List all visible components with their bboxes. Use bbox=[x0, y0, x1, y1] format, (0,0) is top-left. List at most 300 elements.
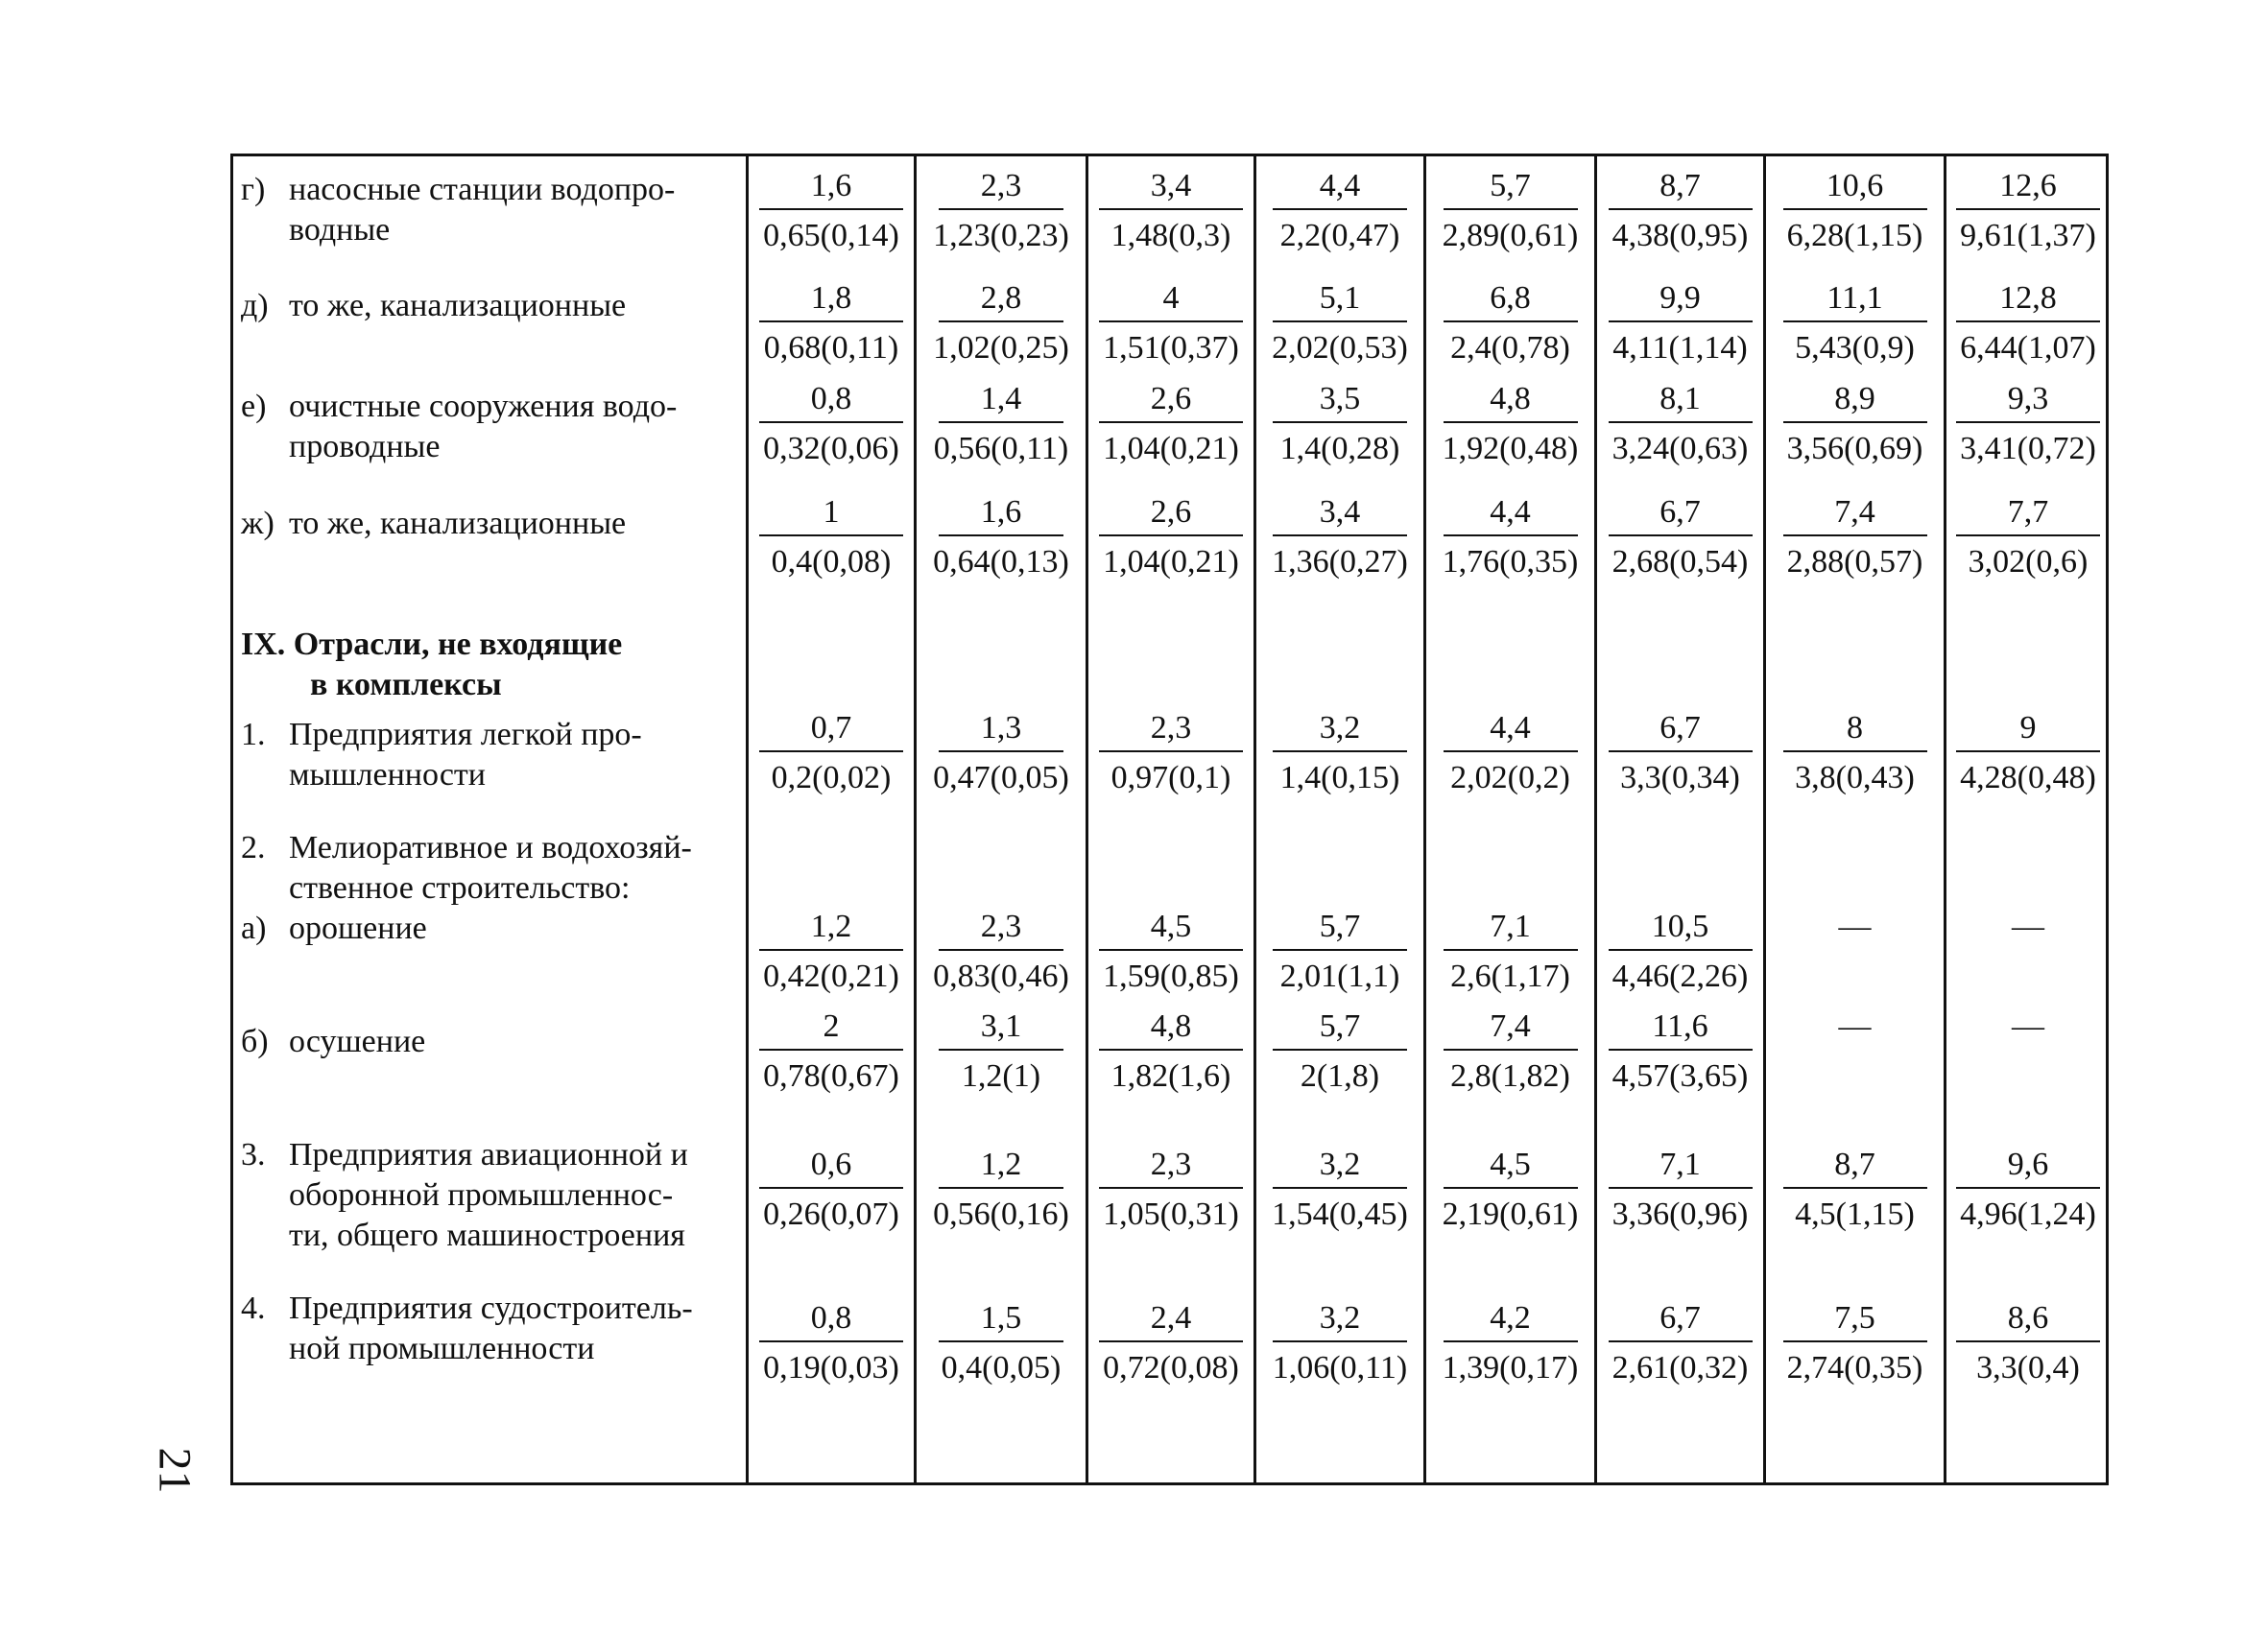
numerator: 1,5 bbox=[980, 1300, 1022, 1336]
fraction-bar bbox=[1783, 208, 1927, 210]
fraction-bar bbox=[1783, 534, 1927, 536]
denominator: 1,06(0,11) bbox=[1272, 1350, 1408, 1386]
denominator: 2,8(1,82) bbox=[1450, 1058, 1570, 1094]
denominator: 6,28(1,15) bbox=[1786, 218, 1923, 253]
denominator: 1,92(0,48) bbox=[1442, 431, 1579, 466]
fraction-bar bbox=[1609, 1340, 1753, 1342]
denominator: 0,47(0,05) bbox=[933, 760, 1069, 795]
numerator: 7,4 bbox=[1490, 1008, 1531, 1044]
value-cell bbox=[1946, 1145, 2110, 1235]
data-table bbox=[230, 154, 2109, 1485]
label-line: Предприятия легкой про- bbox=[289, 717, 642, 752]
fraction-bar bbox=[939, 421, 1063, 423]
value-cell bbox=[1256, 492, 1423, 582]
value-cell bbox=[1766, 379, 1944, 469]
numerator: 4,4 bbox=[1490, 494, 1531, 530]
fraction-bar bbox=[1273, 421, 1407, 423]
value-cell bbox=[1426, 1007, 1594, 1097]
denominator: 1,05(0,31) bbox=[1103, 1197, 1239, 1232]
fraction-bar bbox=[1099, 534, 1243, 536]
fraction-bar bbox=[1444, 534, 1578, 536]
value-cell bbox=[1766, 1145, 1944, 1235]
denominator: 0,68(0,11) bbox=[763, 330, 899, 366]
value-cell bbox=[1946, 379, 2110, 469]
value-cell bbox=[1946, 278, 2110, 368]
value-cell bbox=[1256, 708, 1423, 798]
fraction-bar bbox=[1956, 421, 2100, 423]
numerator: 9 bbox=[2019, 710, 2037, 746]
denominator: 5,43(0,9) bbox=[1795, 330, 1915, 366]
fraction-bar bbox=[939, 208, 1063, 210]
numerator: 1,6 bbox=[810, 168, 852, 203]
numerator: 1,6 bbox=[980, 494, 1022, 530]
label-line: мышленности bbox=[289, 757, 486, 793]
numerator: 5,7 bbox=[1490, 168, 1531, 203]
numerator: 0,8 bbox=[810, 381, 852, 416]
denominator: 0,4(0,08) bbox=[771, 544, 892, 580]
denominator: 3,24(0,63) bbox=[1611, 431, 1749, 466]
fraction-bar bbox=[1783, 320, 1927, 322]
numerator: 3,1 bbox=[980, 1008, 1022, 1044]
fraction-bar bbox=[1444, 1187, 1578, 1189]
fraction-bar bbox=[1444, 1049, 1578, 1051]
numerator: 0,7 bbox=[810, 710, 852, 746]
denominator: 1,76(0,35) bbox=[1442, 544, 1579, 580]
fraction-bar bbox=[759, 1340, 903, 1342]
value-cell bbox=[1088, 278, 1253, 368]
denominator: 9,61(1,37) bbox=[1960, 218, 2096, 253]
value-cell bbox=[917, 1007, 1086, 1097]
denominator: 0,56(0,16) bbox=[933, 1197, 1069, 1232]
row-marker: 3. bbox=[241, 1137, 266, 1173]
empty-dash: — bbox=[2012, 909, 2044, 944]
fraction-bar bbox=[759, 1049, 903, 1051]
label-line: ти, общего машиностроения bbox=[289, 1218, 685, 1253]
fraction-bar bbox=[1273, 1049, 1407, 1051]
value-cell bbox=[749, 1007, 914, 1097]
denominator: 1,82(1,6) bbox=[1110, 1058, 1231, 1094]
fraction-bar bbox=[1956, 1340, 2100, 1342]
numerator: 4,4 bbox=[1319, 168, 1361, 203]
numerator: 9,6 bbox=[2007, 1147, 2049, 1182]
denominator: 1,48(0,3) bbox=[1110, 218, 1231, 253]
fraction-bar bbox=[1956, 320, 2100, 322]
numerator: 3,2 bbox=[1319, 1147, 1361, 1182]
value-cell bbox=[1766, 1298, 1944, 1388]
value-cell bbox=[1088, 166, 1253, 256]
numerator: 5,1 bbox=[1319, 280, 1361, 316]
denominator: 4,46(2,26) bbox=[1611, 959, 1749, 994]
label-line: оборонной промышленнос- bbox=[289, 1177, 674, 1213]
fraction-bar bbox=[1609, 534, 1753, 536]
denominator: 6,44(1,07) bbox=[1960, 330, 2096, 366]
value-cell bbox=[1946, 708, 2110, 798]
denominator: 0,83(0,46) bbox=[933, 959, 1069, 994]
numerator: 0,6 bbox=[810, 1147, 852, 1182]
label-line: то же, канализационные bbox=[289, 288, 627, 323]
denominator: 0,32(0,06) bbox=[763, 431, 899, 466]
fraction-bar bbox=[1099, 1187, 1243, 1189]
value-cell bbox=[1088, 379, 1253, 469]
value-cell bbox=[1426, 492, 1594, 582]
label-line: водные bbox=[289, 212, 391, 248]
fraction-bar bbox=[939, 949, 1063, 951]
fraction-bar bbox=[1099, 208, 1243, 210]
fraction-bar bbox=[1444, 208, 1578, 210]
denominator: 1,04(0,21) bbox=[1103, 544, 1239, 580]
label-line: ной промышленности bbox=[289, 1331, 595, 1366]
row-marker: 4. bbox=[241, 1291, 266, 1326]
numerator: 2,6 bbox=[1150, 494, 1192, 530]
value-cell bbox=[1088, 708, 1253, 798]
fraction-bar bbox=[1609, 421, 1753, 423]
value-cell bbox=[1766, 166, 1944, 256]
row-label-p1 bbox=[241, 715, 730, 795]
value-cell bbox=[1256, 166, 1423, 256]
numerator: 8,7 bbox=[1834, 1147, 1875, 1182]
numerator: 1,3 bbox=[980, 710, 1022, 746]
denominator: 2,01(1,1) bbox=[1279, 959, 1400, 994]
fraction-bar bbox=[1609, 320, 1753, 322]
fraction-bar bbox=[1783, 1187, 1927, 1189]
numerator: 4,8 bbox=[1490, 381, 1531, 416]
fraction-bar bbox=[1444, 320, 1578, 322]
value-cell bbox=[749, 278, 914, 368]
denominator: 1,51(0,37) bbox=[1103, 330, 1239, 366]
fraction-bar bbox=[1609, 1049, 1753, 1051]
denominator: 4,5(1,15) bbox=[1795, 1197, 1915, 1232]
value-cell bbox=[1597, 907, 1763, 997]
denominator: 1,36(0,27) bbox=[1272, 544, 1408, 580]
fraction-bar bbox=[1273, 208, 1407, 210]
label-line: орошение bbox=[289, 911, 427, 946]
numerator: 1,4 bbox=[980, 381, 1022, 416]
numerator: 2,3 bbox=[980, 909, 1022, 944]
label-line: очистные сооружения водо- bbox=[289, 389, 678, 424]
numerator: 7,4 bbox=[1834, 494, 1875, 530]
numerator: 6,7 bbox=[1659, 1300, 1701, 1336]
fraction-bar bbox=[939, 1187, 1063, 1189]
value-cell bbox=[1946, 166, 2110, 256]
label-line: Мелиоративное и водохозяй- bbox=[289, 830, 692, 865]
value-cell bbox=[1597, 1145, 1763, 1235]
value-cell bbox=[917, 379, 1086, 469]
numerator: 3,5 bbox=[1319, 381, 1361, 416]
value-cell bbox=[1426, 278, 1594, 368]
row-label-b bbox=[241, 1022, 730, 1062]
fraction-bar bbox=[759, 320, 903, 322]
denominator: 3,56(0,69) bbox=[1786, 431, 1923, 466]
value-cell bbox=[749, 907, 914, 997]
row-marker: 2. bbox=[241, 830, 266, 865]
fraction-bar bbox=[1609, 750, 1753, 752]
denominator: 0,2(0,02) bbox=[771, 760, 892, 795]
fraction-bar bbox=[939, 1049, 1063, 1051]
fraction-bar bbox=[759, 534, 903, 536]
numerator: 6,7 bbox=[1659, 494, 1701, 530]
row-label-d bbox=[241, 286, 730, 326]
numerator: 7,1 bbox=[1659, 1147, 1701, 1182]
denominator: 0,65(0,14) bbox=[763, 218, 899, 253]
numerator: 7,7 bbox=[2007, 494, 2049, 530]
value-cell bbox=[917, 278, 1086, 368]
section-title: IX. Отрасли, не входящие bbox=[241, 627, 623, 662]
row-marker: 1. bbox=[241, 717, 266, 752]
value-cell bbox=[1597, 1298, 1763, 1388]
fraction-bar bbox=[1099, 421, 1243, 423]
denominator: 0,56(0,11) bbox=[933, 431, 1069, 466]
fraction-bar bbox=[759, 949, 903, 951]
value-cell bbox=[1597, 708, 1763, 798]
fraction-bar bbox=[1273, 1187, 1407, 1189]
fraction-bar bbox=[1956, 750, 2100, 752]
numerator: 12,8 bbox=[1999, 280, 2057, 316]
denominator: 3,8(0,43) bbox=[1795, 760, 1915, 795]
numerator: 1,8 bbox=[810, 280, 852, 316]
numerator: 10,6 bbox=[1826, 168, 1884, 203]
empty-dash: — bbox=[2012, 1008, 2044, 1044]
numerator: 2,8 bbox=[980, 280, 1022, 316]
row-marker: б) bbox=[241, 1024, 269, 1059]
value-cell bbox=[749, 1145, 914, 1235]
numerator: 4,5 bbox=[1150, 909, 1192, 944]
denominator: 3,36(0,96) bbox=[1611, 1197, 1749, 1232]
fraction-bar bbox=[1444, 1340, 1578, 1342]
label-line: проводные bbox=[289, 429, 441, 464]
fraction-bar bbox=[1273, 1340, 1407, 1342]
denominator: 0,19(0,03) bbox=[763, 1350, 899, 1386]
denominator: 3,3(0,4) bbox=[1976, 1350, 2080, 1386]
numerator: 1,2 bbox=[980, 1147, 1022, 1182]
fraction-bar bbox=[939, 750, 1063, 752]
fraction-bar bbox=[1609, 208, 1753, 210]
denominator: 0,72(0,08) bbox=[1103, 1350, 1239, 1386]
denominator: 1,02(0,25) bbox=[933, 330, 1069, 366]
value-cell bbox=[1088, 907, 1253, 997]
label-line: насосные станции водопро- bbox=[289, 172, 676, 207]
fraction-bar bbox=[759, 421, 903, 423]
numerator: 4,8 bbox=[1150, 1008, 1192, 1044]
value-cell bbox=[1426, 708, 1594, 798]
numerator: 7,1 bbox=[1490, 909, 1531, 944]
value-cell bbox=[1256, 1298, 1423, 1388]
denominator: 2,4(0,78) bbox=[1450, 330, 1570, 366]
label-line: ственное строительство: bbox=[289, 870, 631, 906]
numerator: 5,7 bbox=[1319, 909, 1361, 944]
label-line: Предприятия авиационной и bbox=[289, 1137, 688, 1173]
value-cell bbox=[917, 708, 1086, 798]
value-cell bbox=[749, 1298, 914, 1388]
value-cell bbox=[1766, 492, 1944, 582]
value-cell bbox=[749, 492, 914, 582]
value-cell bbox=[1088, 1007, 1253, 1097]
denominator: 2,2(0,47) bbox=[1279, 218, 1400, 253]
numerator: 5,7 bbox=[1319, 1008, 1361, 1044]
row-label-g bbox=[241, 170, 730, 250]
value-cell bbox=[1088, 492, 1253, 582]
row-marker: е) bbox=[241, 389, 267, 424]
label-line: осушение bbox=[289, 1024, 426, 1059]
row-marker: д) bbox=[241, 288, 269, 323]
numerator: 12,6 bbox=[1999, 168, 2057, 203]
denominator: 2,89(0,61) bbox=[1442, 218, 1579, 253]
fraction-bar bbox=[1099, 320, 1243, 322]
numerator: 4,4 bbox=[1490, 710, 1531, 746]
numerator: 2,3 bbox=[1150, 710, 1192, 746]
value-cell bbox=[917, 1145, 1086, 1235]
value-cell bbox=[1426, 166, 1594, 256]
denominator: 0,64(0,13) bbox=[933, 544, 1069, 580]
value-cell bbox=[1597, 379, 1763, 469]
row-label-p3 bbox=[241, 1135, 730, 1256]
denominator: 2,02(0,2) bbox=[1450, 760, 1570, 795]
denominator: 2,68(0,54) bbox=[1611, 544, 1749, 580]
value-cell bbox=[1256, 1007, 1423, 1097]
value-cell bbox=[1256, 1145, 1423, 1235]
value-cell bbox=[1256, 907, 1423, 997]
fraction-bar bbox=[1956, 1187, 2100, 1189]
denominator: 0,4(0,05) bbox=[941, 1350, 1062, 1386]
denominator: 1,23(0,23) bbox=[933, 218, 1069, 253]
value-cell bbox=[1088, 1145, 1253, 1235]
value-cell bbox=[917, 492, 1086, 582]
fraction-bar bbox=[1956, 534, 2100, 536]
numerator: 2,3 bbox=[980, 168, 1022, 203]
denominator: 1,2(1) bbox=[961, 1058, 1041, 1094]
numerator: 6,7 bbox=[1659, 710, 1701, 746]
denominator: 4,96(1,24) bbox=[1960, 1197, 2096, 1232]
denominator: 1,39(0,17) bbox=[1442, 1350, 1579, 1386]
fraction-bar bbox=[1609, 1187, 1753, 1189]
denominator: 1,4(0,28) bbox=[1279, 431, 1400, 466]
empty-dash: — bbox=[1838, 909, 1872, 944]
fraction-bar bbox=[759, 750, 903, 752]
fraction-bar bbox=[1783, 750, 1927, 752]
fraction-bar bbox=[1099, 949, 1243, 951]
fraction-bar bbox=[1273, 320, 1407, 322]
numerator: 9,9 bbox=[1659, 280, 1701, 316]
value-cell bbox=[1426, 1145, 1594, 1235]
fraction-bar bbox=[1273, 750, 1407, 752]
numerator: 11,1 bbox=[1826, 280, 1883, 316]
numerator: 8,7 bbox=[1659, 168, 1701, 203]
numerator: 2 bbox=[823, 1008, 840, 1044]
numerator: 2,4 bbox=[1150, 1300, 1192, 1336]
fraction-bar bbox=[939, 320, 1063, 322]
denominator: 1,59(0,85) bbox=[1103, 959, 1239, 994]
row-label-zh bbox=[241, 504, 730, 544]
denominator: 3,41(0,72) bbox=[1960, 431, 2096, 466]
value-cell bbox=[917, 1298, 1086, 1388]
value-cell bbox=[917, 907, 1086, 997]
denominator: 4,28(0,48) bbox=[1960, 760, 2096, 795]
numerator: 1,2 bbox=[810, 909, 852, 944]
value-cell bbox=[749, 379, 914, 469]
value-cell bbox=[1597, 1007, 1763, 1097]
denominator: 1,54(0,45) bbox=[1272, 1197, 1408, 1232]
denominator: 0,78(0,67) bbox=[763, 1058, 899, 1094]
row-marker: ж) bbox=[241, 506, 275, 541]
fraction-bar bbox=[1444, 750, 1578, 752]
denominator: 0,42(0,21) bbox=[763, 959, 899, 994]
label-line: то же, канализационные bbox=[289, 506, 627, 541]
denominator: 2,61(0,32) bbox=[1611, 1350, 1749, 1386]
page-number: 21 bbox=[149, 1447, 201, 1494]
section-heading bbox=[241, 625, 730, 705]
numerator: 7,5 bbox=[1834, 1300, 1875, 1336]
denominator: 4,38(0,95) bbox=[1611, 218, 1749, 253]
numerator: 9,3 bbox=[2007, 381, 2049, 416]
numerator: 11,6 bbox=[1652, 1008, 1708, 1044]
value-cell bbox=[1426, 1298, 1594, 1388]
value-cell bbox=[1088, 1298, 1253, 1388]
value-cell bbox=[1256, 278, 1423, 368]
value-cell bbox=[749, 708, 914, 798]
denominator: 4,57(3,65) bbox=[1611, 1058, 1749, 1094]
value-cell bbox=[1946, 492, 2110, 582]
fraction-bar bbox=[1099, 750, 1243, 752]
denominator: 0,97(0,1) bbox=[1110, 760, 1231, 795]
fraction-bar bbox=[759, 1187, 903, 1189]
numerator: 4,2 bbox=[1490, 1300, 1531, 1336]
row-marker: г) bbox=[241, 172, 266, 207]
denominator: 1,04(0,21) bbox=[1103, 431, 1239, 466]
empty-dash: — bbox=[1838, 1008, 1872, 1044]
fraction-bar bbox=[939, 534, 1063, 536]
numerator: 4 bbox=[1162, 280, 1180, 316]
fraction-bar bbox=[1273, 534, 1407, 536]
value-cell bbox=[917, 166, 1086, 256]
denominator: 2,02(0,53) bbox=[1272, 330, 1408, 366]
value-cell bbox=[1766, 708, 1944, 798]
numerator: 8,1 bbox=[1659, 381, 1701, 416]
value-cell bbox=[1597, 492, 1763, 582]
label-line: Предприятия судостроитель- bbox=[289, 1291, 693, 1326]
fraction-bar bbox=[1273, 949, 1407, 951]
numerator: 2,6 bbox=[1150, 381, 1192, 416]
value-cell bbox=[1426, 379, 1594, 469]
value-cell bbox=[749, 166, 914, 256]
value-cell bbox=[1426, 907, 1594, 997]
denominator: 2,88(0,57) bbox=[1786, 544, 1923, 580]
row-label-e bbox=[241, 387, 730, 467]
numerator: 3,2 bbox=[1319, 710, 1361, 746]
row-marker: а) bbox=[241, 911, 267, 946]
fraction-bar bbox=[1099, 1049, 1243, 1051]
fraction-bar bbox=[1956, 208, 2100, 210]
numerator: 2,3 bbox=[1150, 1147, 1192, 1182]
fraction-bar bbox=[1783, 1340, 1927, 1342]
fraction-bar bbox=[1444, 421, 1578, 423]
value-cell bbox=[1597, 278, 1763, 368]
fraction-bar bbox=[1099, 1340, 1243, 1342]
numerator: 0,8 bbox=[810, 1300, 852, 1336]
value-cell bbox=[1256, 379, 1423, 469]
numerator: 1 bbox=[823, 494, 840, 530]
numerator: 10,5 bbox=[1651, 909, 1709, 944]
denominator: 2,74(0,35) bbox=[1786, 1350, 1923, 1386]
denominator: 2(1,8) bbox=[1300, 1058, 1380, 1094]
numerator: 6,8 bbox=[1490, 280, 1531, 316]
section-title: в комплексы bbox=[310, 667, 502, 702]
numerator: 3,4 bbox=[1150, 168, 1192, 203]
row-label-p2 bbox=[241, 828, 730, 909]
denominator: 2,19(0,61) bbox=[1442, 1197, 1579, 1232]
value-cell bbox=[1946, 1298, 2110, 1388]
denominator: 4,11(1,14) bbox=[1612, 330, 1748, 366]
value-cell bbox=[1766, 278, 1944, 368]
numerator: 8,6 bbox=[2007, 1300, 2049, 1336]
